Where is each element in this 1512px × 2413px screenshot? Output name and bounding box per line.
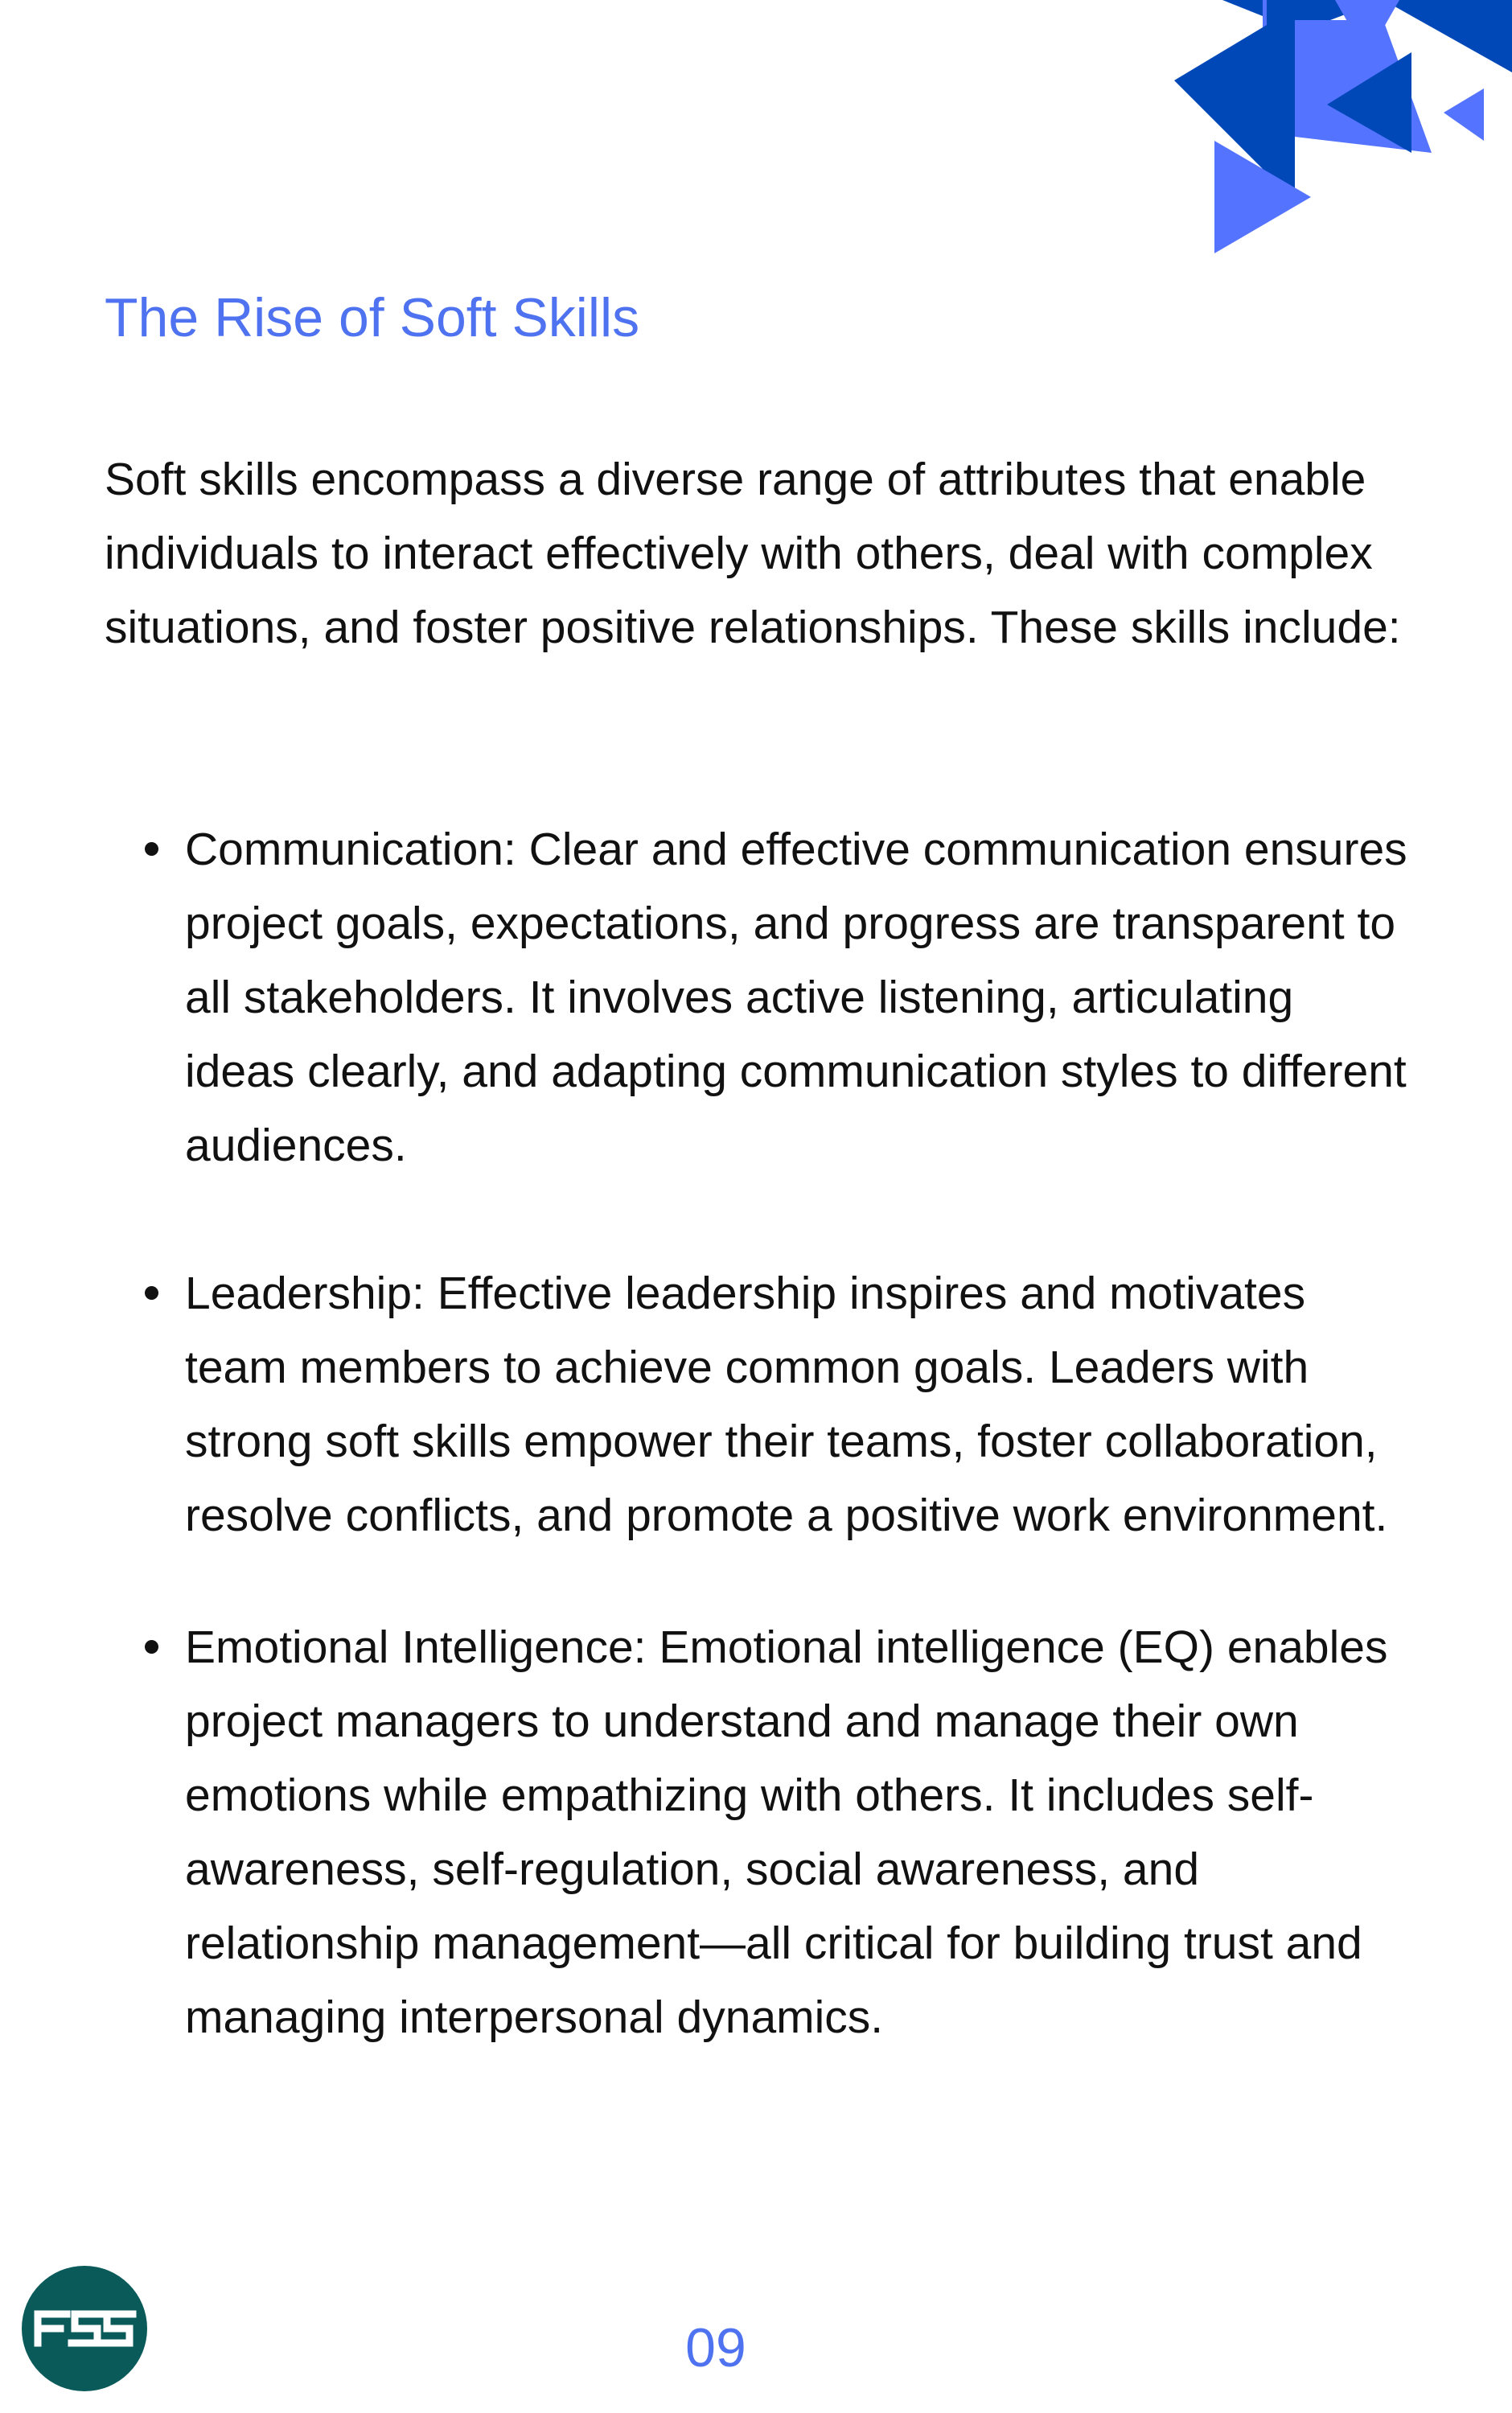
list-item [0, 1610, 1415, 2054]
page-title: The Rise of Soft Skills [105, 287, 640, 348]
list-item [0, 812, 1415, 1182]
bullet-icon [145, 1286, 158, 1300]
decorative-triangles [949, 0, 1512, 265]
list-item-text: Communication: Clear and effective communication ensures project goals, expectations, and progress are transparent to all stakeholders. It involves active listening, articulating ideas clearly, and adapting communication styles to different audiences. [185, 824, 1407, 1171]
skills-list [0, 812, 1512, 2128]
bullet-icon [145, 1640, 158, 1654]
list-item [0, 1256, 1415, 1552]
page-number: 09 [685, 2317, 746, 2378]
intro-paragraph: Soft skills encompass a diverse range of attributes that enable individuals to interact effectively with others, deal with complex situations, and foster positive relationships. These skills include: [105, 454, 1401, 653]
triangle-shape [1444, 88, 1484, 141]
list-item-text: Leadership: Effective leadership inspires and motivates team members to achieve common goals. Leaders with strong soft skills empower their teams, foster collaboration, resolve conflicts, and promote a positive work environment. [185, 1268, 1388, 1541]
fss-logo [20, 2264, 149, 2393]
list-item-text: Emotional Intelligence: Emotional intelligence (EQ) enables project managers to understand and manage their own emotions while empathizing with others. It includes self-awareness, self-regulation, social awareness, and relationship management—all critical for building trust and managing interpersonal dynamics. [185, 1622, 1388, 2043]
bullet-icon [145, 842, 158, 856]
